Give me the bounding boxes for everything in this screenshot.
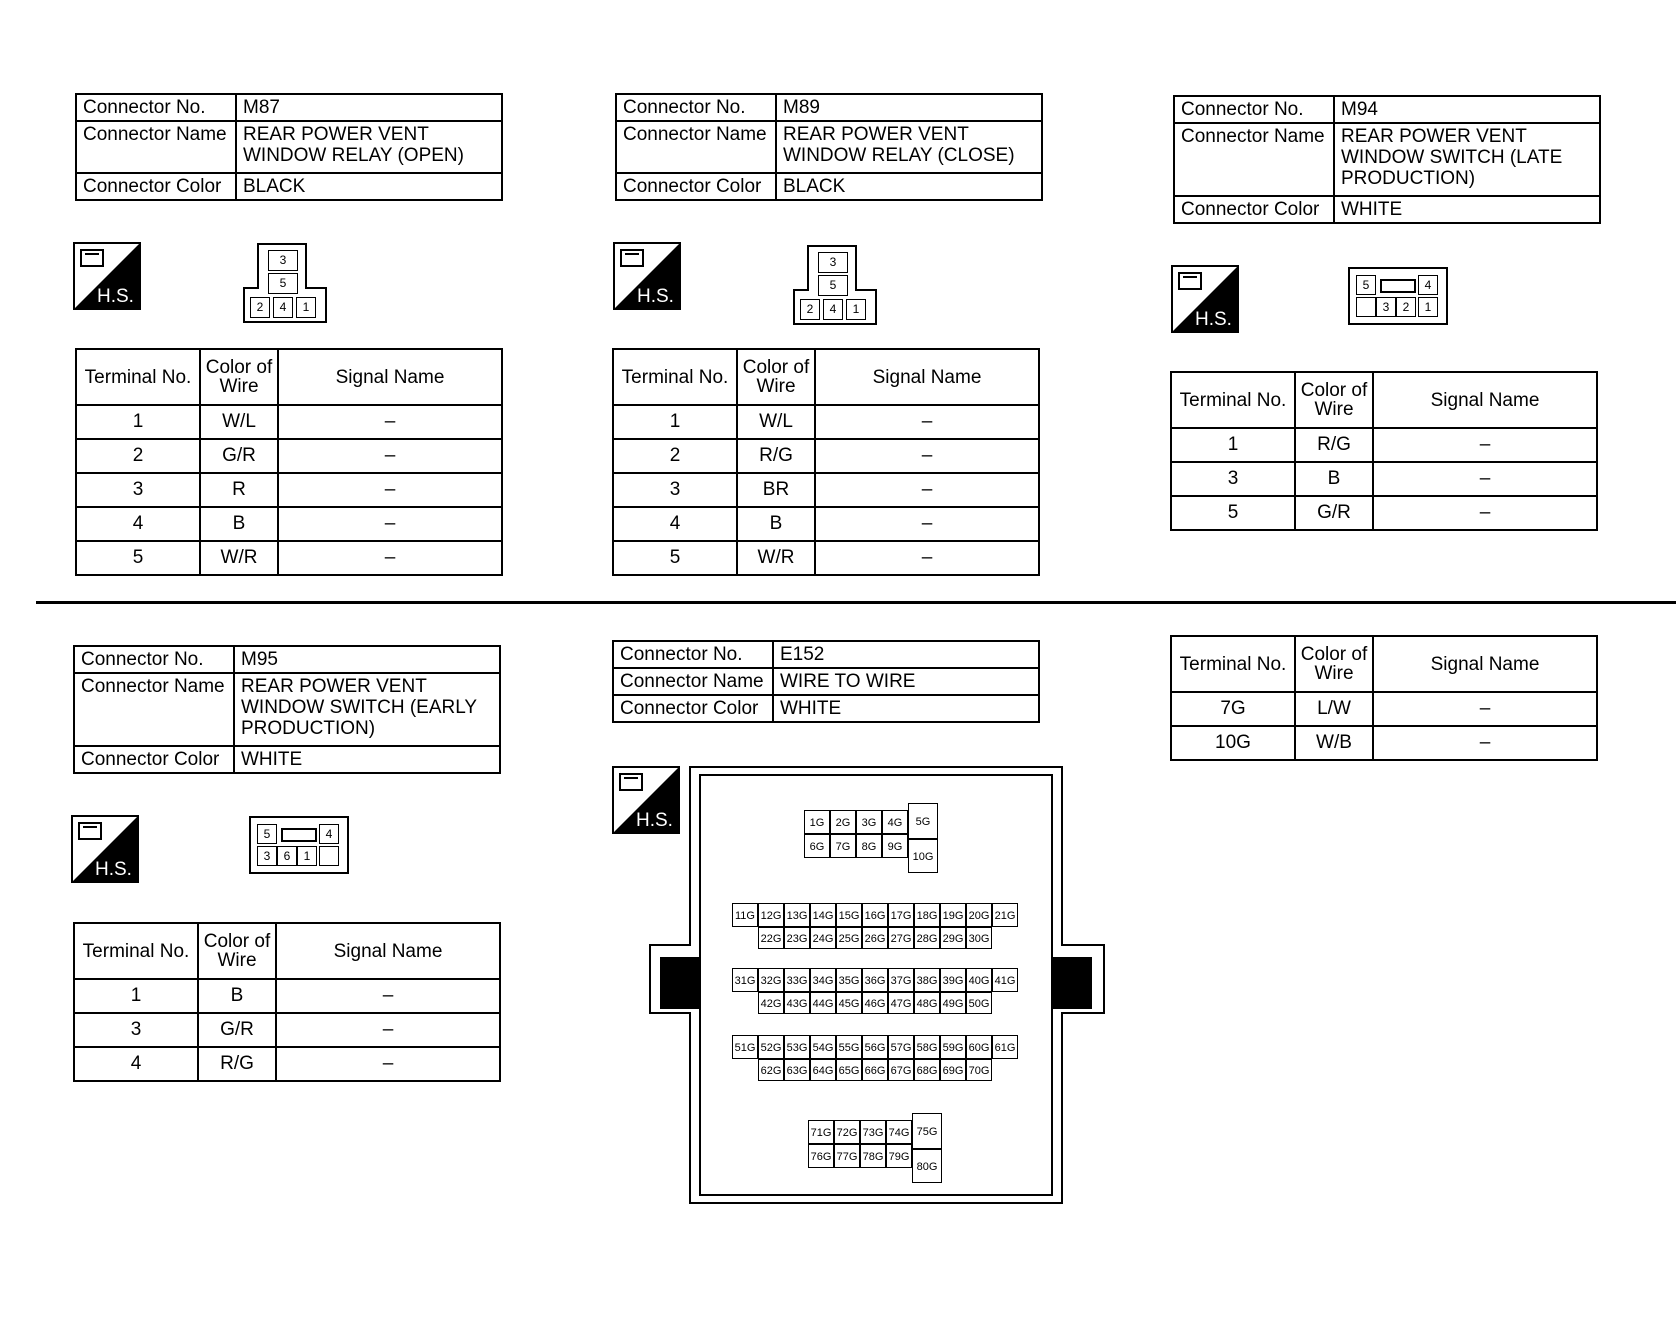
pin-39g: 39G (940, 968, 966, 992)
signal-name-header: Signal Name (276, 923, 500, 979)
wire-color-cell: R/G (1295, 428, 1373, 462)
pin-30g: 30G (966, 927, 992, 949)
pin-4: 4 (823, 299, 843, 320)
wire-color-cell: L/W (1295, 692, 1373, 726)
pin-46g: 46G (862, 992, 888, 1014)
terminal-cell: 4 (76, 507, 200, 541)
wire-color-cell: W/L (737, 405, 815, 439)
m89-connector-face (792, 244, 878, 326)
connector-no-value: M89 (776, 94, 1042, 121)
pin-69g: 69G (940, 1059, 966, 1081)
wire-color-cell: W/B (1295, 726, 1373, 760)
pin-57g: 57G (888, 1035, 914, 1059)
terminal-cell: 1 (613, 405, 737, 439)
signal-cell: – (1373, 428, 1597, 462)
terminal-cell: 7G (1171, 692, 1295, 726)
wire-color-cell: B (198, 979, 276, 1013)
pin-52g: 52G (758, 1035, 784, 1059)
connector-no-label: Connector No. (1174, 96, 1334, 123)
pin-22g: 22G (758, 927, 784, 949)
wire-color-cell: W/L (200, 405, 278, 439)
signal-cell: – (815, 541, 1039, 575)
pin-35g: 35G (836, 968, 862, 992)
pin-49g: 49G (940, 992, 966, 1014)
pin-56g: 56G (862, 1035, 888, 1059)
signal-cell: – (815, 473, 1039, 507)
terminal-cell: 2 (613, 439, 737, 473)
latch-icon (281, 828, 317, 842)
table-row (74, 979, 500, 1013)
terminal-cell: 1 (1171, 428, 1295, 462)
pin-3: 3 (268, 250, 298, 271)
pin-53g: 53G (784, 1035, 810, 1059)
connector-color-label: Connector Color (76, 173, 236, 200)
pin-34g: 34G (810, 968, 836, 992)
pin-70g: 70G (966, 1059, 992, 1081)
pin-3: 3 (1376, 297, 1396, 317)
pin-77g: 77G (834, 1144, 860, 1168)
connector-no-value: M87 (236, 94, 502, 121)
color-of-wire-header: Color of Wire (200, 349, 278, 405)
pin-41g: 41G (992, 968, 1018, 992)
hs-text: H.S. (97, 286, 134, 307)
terminal-no-header: Terminal No. (1171, 636, 1295, 692)
pin-2: 2 (1396, 297, 1416, 317)
terminal-no-header: Terminal No. (613, 349, 737, 405)
connector-name-value: REAR POWER VENT WINDOW SWITCH (LATE PRODUCTION) (1334, 123, 1600, 196)
pin-55g: 55G (836, 1035, 862, 1059)
connector-name-label: Connector Name (76, 121, 236, 173)
pin-8g: 8G (856, 834, 882, 858)
wire-color-cell: G/R (200, 439, 278, 473)
terminal-cell: 4 (74, 1047, 198, 1081)
m95-terminal-table (73, 922, 501, 1082)
pin-59g: 59G (940, 1035, 966, 1059)
pin-51g: 51G (732, 1035, 758, 1059)
color-of-wire-header: Color of Wire (198, 923, 276, 979)
table-row (1171, 726, 1597, 760)
wire-color-cell: BR (737, 473, 815, 507)
table-row (76, 473, 502, 507)
empty-cavity (319, 846, 339, 866)
pin-10g: 10G (908, 839, 938, 873)
m87-info-table (75, 93, 503, 201)
pin-4: 4 (273, 297, 293, 318)
terminal-cell: 4 (613, 507, 737, 541)
pin-38g: 38G (914, 968, 940, 992)
e152-connector-face (648, 765, 1108, 1205)
e152-terminal-table (1170, 635, 1598, 761)
table-row (1171, 428, 1597, 462)
signal-cell: – (815, 405, 1039, 439)
terminal-cell: 10G (1171, 726, 1295, 760)
pin-3: 3 (257, 846, 277, 866)
connector-no-label: Connector No. (76, 94, 236, 121)
connector-no-value: M94 (1334, 96, 1600, 123)
pin-31g: 31G (732, 968, 758, 992)
pin-1: 1 (846, 299, 866, 320)
signal-name-header: Signal Name (278, 349, 502, 405)
pin-4: 4 (319, 824, 339, 844)
pin-2: 2 (800, 299, 820, 320)
signal-cell: – (278, 473, 502, 507)
signal-cell: – (1373, 462, 1597, 496)
m94-connector-face (1348, 267, 1448, 325)
signal-cell: – (276, 1047, 500, 1081)
connector-no-value: M95 (234, 646, 500, 673)
pin-17g: 17G (888, 903, 914, 927)
m87-connector-face (242, 242, 328, 324)
pin-63g: 63G (784, 1059, 810, 1081)
signal-cell: – (1373, 692, 1597, 726)
connector-color-value: BLACK (776, 173, 1042, 200)
table-row (76, 405, 502, 439)
table-row (613, 439, 1039, 473)
table-row (613, 541, 1039, 575)
pin-19g: 19G (940, 903, 966, 927)
pin-12g: 12G (758, 903, 784, 927)
pin-7g: 7G (830, 834, 856, 858)
pin-3g: 3G (856, 810, 882, 834)
pin-71g: 71G (808, 1120, 834, 1144)
pin-58g: 58G (914, 1035, 940, 1059)
pin-28g: 28G (914, 927, 940, 949)
section-divider (36, 601, 1676, 604)
terminal-cell: 3 (74, 1013, 198, 1047)
signal-cell: – (278, 507, 502, 541)
table-row (613, 507, 1039, 541)
table-row (76, 541, 502, 575)
terminal-cell: 1 (74, 979, 198, 1013)
signal-cell: – (278, 439, 502, 473)
connector-name-value: REAR POWER VENT WINDOW RELAY (OPEN) (236, 121, 502, 173)
pin-5: 5 (257, 824, 277, 844)
connector-name-label: Connector Name (74, 673, 234, 746)
pin-47g: 47G (888, 992, 914, 1014)
pin-60g: 60G (966, 1035, 992, 1059)
pin-9g: 9G (882, 834, 908, 858)
m89-terminal-table (612, 348, 1040, 576)
signal-name-header: Signal Name (1373, 372, 1597, 428)
connector-no-value: E152 (773, 641, 1039, 668)
connector-name-value: REAR POWER VENT WINDOW SWITCH (EARLY PRODUCTION) (234, 673, 500, 746)
pin-32g: 32G (758, 968, 784, 992)
connector-name-label: Connector Name (616, 121, 776, 173)
pin-50g: 50G (966, 992, 992, 1014)
pin-2g: 2G (830, 810, 856, 834)
pin-37g: 37G (888, 968, 914, 992)
pin-6g: 6G (804, 834, 830, 858)
signal-cell: – (276, 979, 500, 1013)
terminal-cell: 3 (1171, 462, 1295, 496)
m95-info-table (73, 645, 501, 774)
connector-no-label: Connector No. (613, 641, 773, 668)
color-of-wire-header: Color of Wire (1295, 372, 1373, 428)
terminal-cell: 5 (1171, 496, 1295, 530)
connector-color-label: Connector Color (1174, 196, 1334, 223)
pin-6: 6 (277, 846, 297, 866)
pin-1: 1 (297, 846, 317, 866)
pin-23g: 23G (784, 927, 810, 949)
latch-icon (1380, 279, 1416, 293)
pin-5: 5 (268, 273, 298, 294)
pin-1: 1 (1418, 297, 1438, 317)
wire-color-cell: B (1295, 462, 1373, 496)
connector-color-value: WHITE (773, 695, 1039, 722)
table-row (1171, 496, 1597, 530)
pin-45g: 45G (836, 992, 862, 1014)
pin-5: 5 (818, 275, 848, 296)
signal-cell: – (815, 507, 1039, 541)
pin-65g: 65G (836, 1059, 862, 1081)
harness-side-icon (1171, 265, 1239, 333)
connector-color-value: BLACK (236, 173, 502, 200)
connector-no-label: Connector No. (74, 646, 234, 673)
pin-40g: 40G (966, 968, 992, 992)
signal-name-header: Signal Name (1373, 636, 1597, 692)
pin-64g: 64G (810, 1059, 836, 1081)
hs-text: H.S. (637, 286, 674, 307)
pin-27g: 27G (888, 927, 914, 949)
pin-21g: 21G (992, 903, 1018, 927)
pin-11g: 11G (732, 903, 758, 927)
pin-14g: 14G (810, 903, 836, 927)
connector-color-value: WHITE (234, 746, 500, 773)
pin-13g: 13G (784, 903, 810, 927)
pin-33g: 33G (784, 968, 810, 992)
pin-66g: 66G (862, 1059, 888, 1081)
pin-80g: 80G (912, 1149, 942, 1183)
pin-42g: 42G (758, 992, 784, 1014)
terminal-no-header: Terminal No. (1171, 372, 1295, 428)
terminal-cell: 5 (76, 541, 200, 575)
pin-76g: 76G (808, 1144, 834, 1168)
table-row (74, 1013, 500, 1047)
hs-text: H.S. (1195, 309, 1232, 330)
pin-72g: 72G (834, 1120, 860, 1144)
hs-text: H.S. (636, 810, 673, 831)
pin-18g: 18G (914, 903, 940, 927)
table-row (74, 1047, 500, 1081)
terminal-cell: 3 (76, 473, 200, 507)
signal-cell: – (278, 541, 502, 575)
wire-color-cell: B (200, 507, 278, 541)
connector-color-value: WHITE (1334, 196, 1600, 223)
pin-20g: 20G (966, 903, 992, 927)
connector-no-label: Connector No. (616, 94, 776, 121)
pin-2: 2 (250, 297, 270, 318)
wire-color-cell: W/R (200, 541, 278, 575)
color-of-wire-header: Color of Wire (737, 349, 815, 405)
table-row (76, 507, 502, 541)
pin-3: 3 (818, 252, 848, 273)
terminal-cell: 3 (613, 473, 737, 507)
pin-4g: 4G (882, 810, 908, 834)
table-row (1171, 462, 1597, 496)
wire-color-cell: G/R (198, 1013, 276, 1047)
m87-terminal-table (75, 348, 503, 576)
pin-48g: 48G (914, 992, 940, 1014)
pin-68g: 68G (914, 1059, 940, 1081)
pin-4: 4 (1418, 275, 1438, 295)
harness-side-icon (613, 242, 681, 310)
pin-79g: 79G (886, 1144, 912, 1168)
pin-43g: 43G (784, 992, 810, 1014)
pin-61g: 61G (992, 1035, 1018, 1059)
wire-color-cell: G/R (1295, 496, 1373, 530)
pin-5g: 5G (908, 803, 938, 839)
wire-color-cell: R/G (737, 439, 815, 473)
signal-cell: – (278, 405, 502, 439)
wire-color-cell: B (737, 507, 815, 541)
connector-name-label: Connector Name (1174, 123, 1334, 196)
table-row (1171, 692, 1597, 726)
connector-color-label: Connector Color (613, 695, 773, 722)
terminal-cell: 1 (76, 405, 200, 439)
m95-connector-face (249, 816, 349, 874)
signal-cell: – (1373, 726, 1597, 760)
connector-name-value: REAR POWER VENT WINDOW RELAY (CLOSE) (776, 121, 1042, 173)
pin-1: 1 (296, 297, 316, 318)
signal-cell: – (1373, 496, 1597, 530)
table-row (76, 439, 502, 473)
m94-terminal-table (1170, 371, 1598, 531)
signal-name-header: Signal Name (815, 349, 1039, 405)
pin-5: 5 (1356, 275, 1376, 295)
e152-info-table (612, 640, 1040, 723)
signal-cell: – (276, 1013, 500, 1047)
pin-78g: 78G (860, 1144, 886, 1168)
signal-cell: – (815, 439, 1039, 473)
pin-24g: 24G (810, 927, 836, 949)
pin-44g: 44G (810, 992, 836, 1014)
empty-cavity (1356, 297, 1376, 317)
pin-1g: 1G (804, 810, 830, 834)
wire-color-cell: W/R (737, 541, 815, 575)
terminal-cell: 5 (613, 541, 737, 575)
pin-75g: 75G (912, 1113, 942, 1149)
pin-26g: 26G (862, 927, 888, 949)
m89-info-table (615, 93, 1043, 201)
pin-62g: 62G (758, 1059, 784, 1081)
m94-info-table (1173, 95, 1601, 224)
wire-color-cell: R (200, 473, 278, 507)
connector-color-label: Connector Color (74, 746, 234, 773)
pin-16g: 16G (862, 903, 888, 927)
connector-color-label: Connector Color (616, 173, 776, 200)
terminal-no-header: Terminal No. (76, 349, 200, 405)
pin-67g: 67G (888, 1059, 914, 1081)
pin-15g: 15G (836, 903, 862, 927)
harness-side-icon (71, 815, 139, 883)
connector-name-value: WIRE TO WIRE (773, 668, 1039, 695)
pin-36g: 36G (862, 968, 888, 992)
table-row (613, 473, 1039, 507)
connector-name-label: Connector Name (613, 668, 773, 695)
wire-color-cell: R/G (198, 1047, 276, 1081)
terminal-cell: 2 (76, 439, 200, 473)
pin-29g: 29G (940, 927, 966, 949)
pin-74g: 74G (886, 1120, 912, 1144)
pin-73g: 73G (860, 1120, 886, 1144)
harness-side-icon (73, 242, 141, 310)
pin-25g: 25G (836, 927, 862, 949)
pin-54g: 54G (810, 1035, 836, 1059)
color-of-wire-header: Color of Wire (1295, 636, 1373, 692)
terminal-no-header: Terminal No. (74, 923, 198, 979)
hs-text: H.S. (95, 859, 132, 880)
table-row (613, 405, 1039, 439)
